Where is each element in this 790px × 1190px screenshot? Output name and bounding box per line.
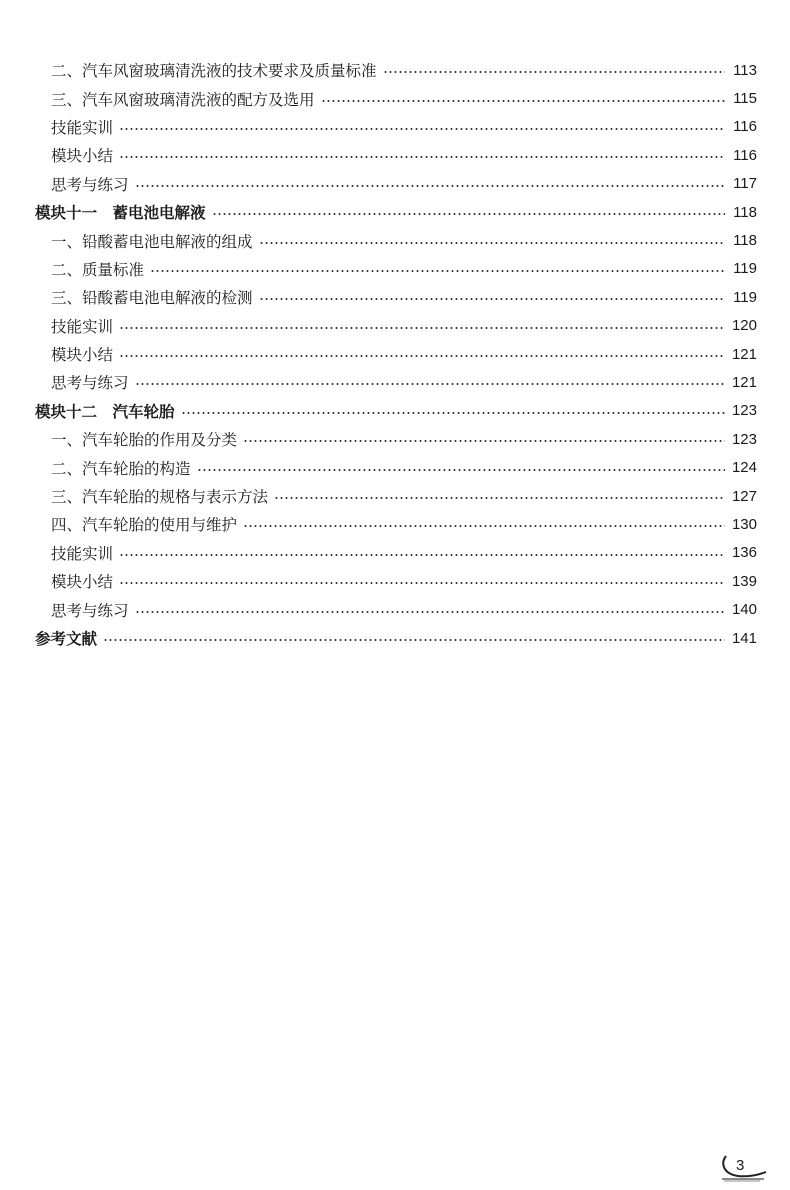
toc-section-entry[interactable]: [0, 340, 790, 368]
toc-entry-page: 117: [733, 175, 757, 193]
toc-entry-page: 120: [731, 317, 757, 335]
toc-section-entry[interactable]: [0, 226, 790, 254]
dot-leader: [119, 582, 725, 584]
toc-entry-title: 模块十一 蓄电池电解液: [35, 204, 206, 223]
toc-section-entry[interactable]: [0, 283, 790, 311]
toc-entry-title: 三、铅酸蓄电池电解液的检测: [51, 289, 253, 308]
toc-entry-title: 模块小结: [51, 147, 114, 166]
toc-entry-page: 141: [731, 629, 757, 647]
toc-section-entry[interactable]: [0, 170, 790, 198]
toc-section-entry[interactable]: [0, 368, 790, 396]
toc-entry-title: 三、汽车轮胎的规格与表示方法: [51, 488, 269, 507]
toc-entry-page: 121: [731, 345, 757, 363]
toc-entry-title: 思考与练习: [51, 175, 129, 194]
toc-entry-title: 二、汽车风窗玻璃清洗液的技术要求及质量标准: [51, 62, 377, 81]
toc-entry-title: 一、汽车轮胎的作用及分类: [51, 431, 238, 450]
toc-entry-page: 140: [731, 601, 757, 619]
dot-leader: [181, 412, 725, 414]
toc-section-entry[interactable]: [0, 453, 790, 481]
toc-entry-page: 115: [733, 90, 757, 108]
toc-entry-page: 116: [733, 118, 757, 136]
toc-entry-page: 123: [731, 402, 757, 420]
toc-chapter-entry[interactable]: [0, 397, 790, 425]
dot-leader: [197, 469, 725, 471]
dot-leader: [119, 355, 725, 357]
toc-entry-title: 技能实训: [51, 118, 114, 137]
toc-entry-page: 119: [733, 260, 757, 278]
dot-leader: [274, 497, 725, 499]
dot-leader: [135, 185, 725, 187]
toc-entry-page: 119: [733, 288, 757, 306]
toc-entry-title: 二、汽车轮胎的构造: [51, 459, 191, 478]
toc-chapter-entry[interactable]: [0, 198, 790, 226]
page-footer: [716, 1152, 768, 1182]
toc-section-entry[interactable]: [0, 255, 790, 283]
toc-entry-page: 118: [733, 203, 757, 221]
dot-leader: [243, 525, 725, 527]
toc-section-entry[interactable]: [0, 595, 790, 623]
toc-section-entry[interactable]: [0, 84, 790, 112]
toc-section-entry[interactable]: [0, 425, 790, 453]
toc-entry-title: 思考与练习: [51, 374, 129, 393]
dot-leader: [212, 213, 725, 215]
toc-section-entry[interactable]: [0, 141, 790, 169]
toc-entry-page: 127: [731, 487, 757, 505]
toc-entry-title: 模块十二 汽车轮胎: [35, 402, 175, 421]
dot-leader: [150, 270, 725, 272]
toc-section-entry[interactable]: [0, 113, 790, 141]
table-of-contents: [0, 56, 790, 652]
dot-leader: [119, 554, 725, 556]
toc-entry-title: 参考文献: [35, 630, 98, 648]
toc-chapter-entry[interactable]: [0, 624, 790, 652]
toc-entry-title: 技能实训: [51, 544, 114, 563]
toc-section-entry[interactable]: [0, 482, 790, 510]
dot-leader: [103, 639, 725, 641]
toc-entry-page: 130: [731, 515, 757, 533]
toc-entry-page: 118: [733, 232, 757, 250]
page-number: 3: [736, 1157, 745, 1174]
toc-entry-page: 124: [731, 459, 757, 477]
dot-leader: [119, 128, 725, 130]
toc-section-entry[interactable]: [0, 312, 790, 340]
toc-entry-page: 123: [731, 430, 757, 448]
toc-entry-page: 121: [731, 373, 757, 391]
dot-leader: [321, 100, 725, 102]
dot-leader: [383, 71, 725, 73]
toc-section-entry[interactable]: [0, 56, 790, 84]
dot-leader: [135, 611, 725, 613]
toc-entry-title: 模块小结: [51, 573, 114, 592]
toc-entry-title: 四、汽车轮胎的使用与维护: [51, 516, 238, 535]
dot-leader: [259, 242, 725, 244]
toc-entry-page: 139: [731, 572, 757, 590]
dot-leader: [119, 156, 725, 158]
dot-leader: [119, 327, 725, 329]
toc-entry-page: 116: [733, 146, 757, 164]
toc-entry-title: 模块小结: [51, 346, 114, 365]
toc-entry-title: 技能实训: [51, 317, 114, 336]
toc-entry-title: 二、质量标准: [51, 260, 145, 279]
toc-entry-title: 三、汽车风窗玻璃清洗液的配方及选用: [51, 90, 315, 109]
dot-leader: [243, 440, 725, 442]
toc-entry-title: 思考与练习: [51, 601, 129, 620]
toc-section-entry[interactable]: [0, 510, 790, 538]
toc-entry-page: 113: [733, 61, 757, 79]
dot-leader: [259, 298, 725, 300]
toc-entry-page: 136: [731, 544, 757, 562]
toc-section-entry[interactable]: [0, 567, 790, 595]
toc-section-entry[interactable]: [0, 539, 790, 567]
dot-leader: [135, 383, 725, 385]
toc-entry-title: 一、铅酸蓄电池电解液的组成: [51, 232, 253, 251]
